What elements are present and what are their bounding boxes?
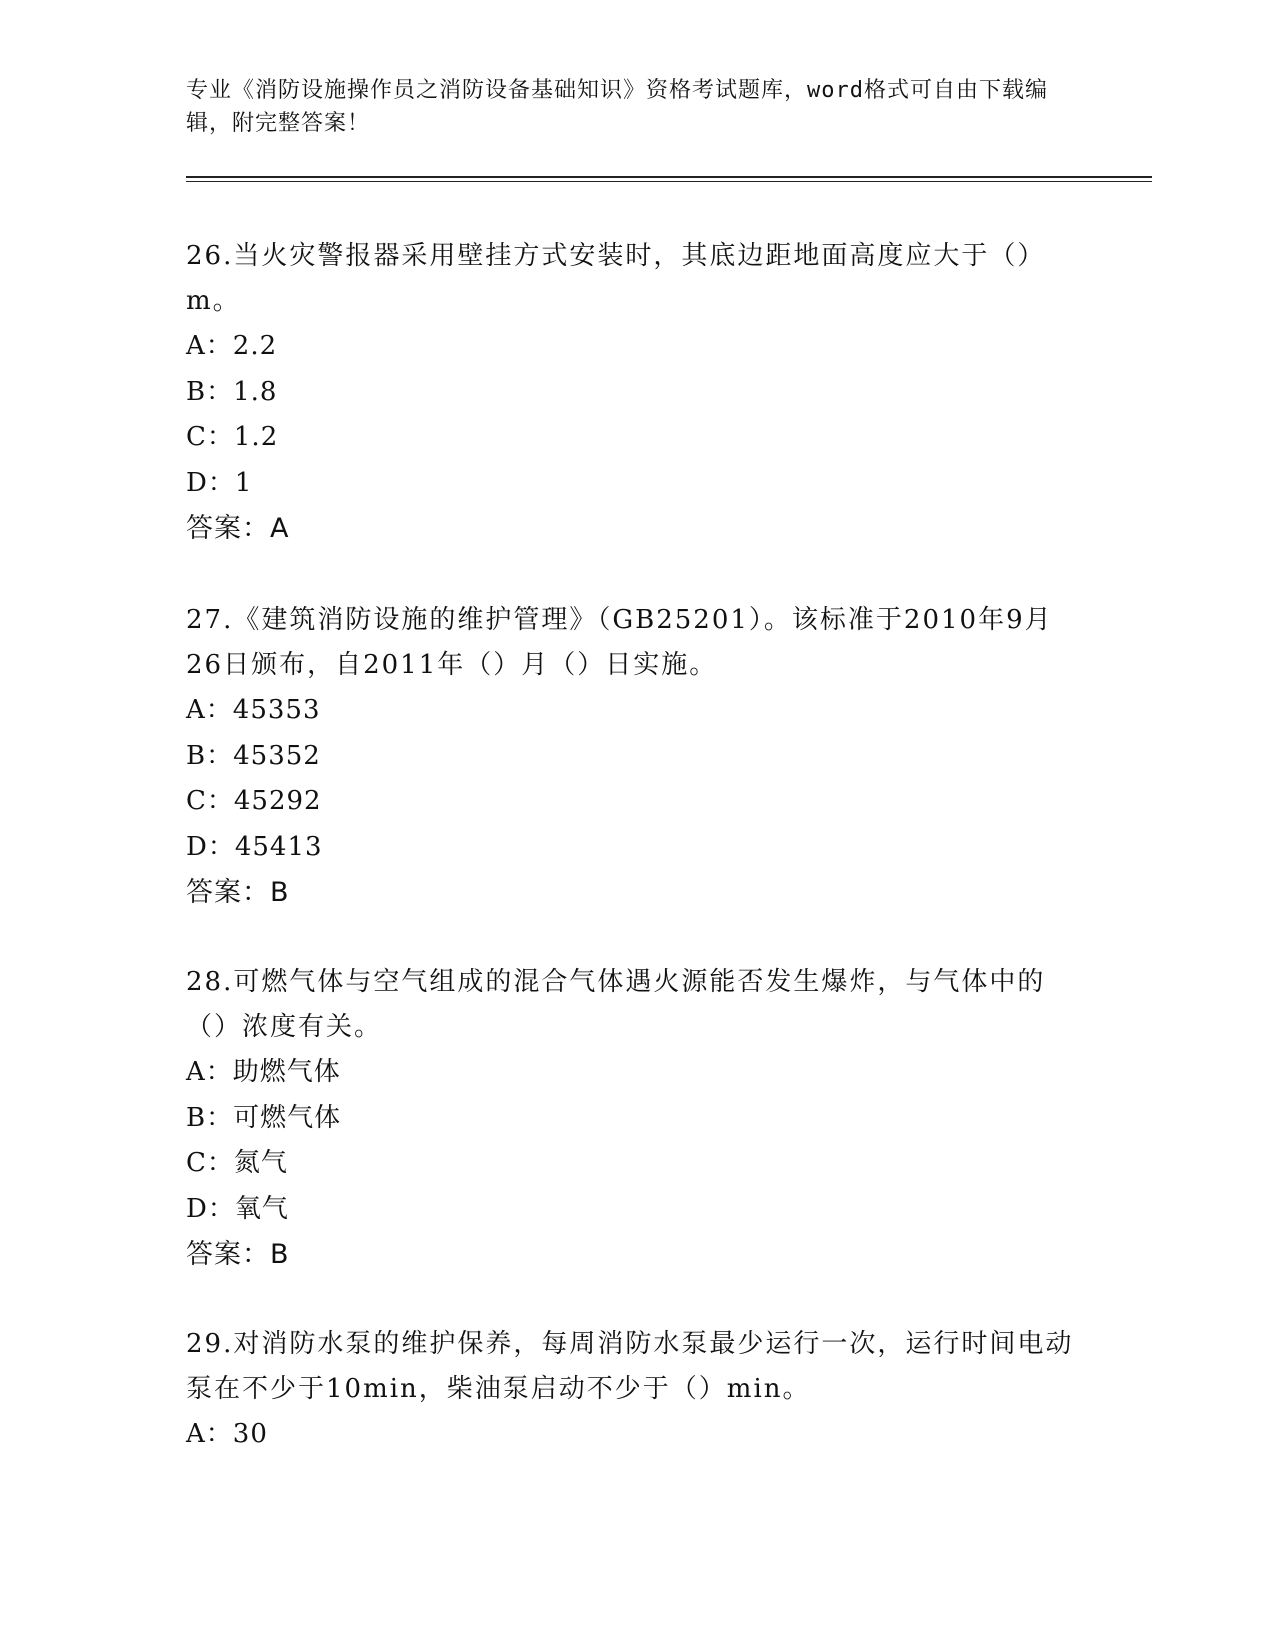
option-b: B：可燃气体	[186, 1102, 342, 1133]
question-stem: 27.《建筑消防设施的维护管理》（GB25201）。该标准于2010年9月26日颁布，自2011年（）月（）日实施。	[186, 605, 1053, 680]
option-c: C：氮气	[186, 1148, 288, 1178]
answer: 答案：B	[186, 877, 290, 908]
question-28	[186, 960, 1086, 1277]
question-stem: 28.可燃气体与空气组成的混合气体遇火源能否发生爆炸，与气体中的（）浓度有关。	[186, 967, 1046, 1042]
option-c: C：45292	[186, 786, 322, 816]
header-divider	[186, 176, 1152, 178]
header-divider-thin	[186, 181, 1152, 182]
option-d: D：1	[186, 467, 253, 498]
question-26	[186, 234, 1086, 551]
option-a: A：45353	[186, 695, 321, 725]
document-header: 专业《消防设施操作员之消防设备基础知识》资格考试题库，word格式可自由下载编辑，附完整答案！	[186, 78, 1048, 136]
answer: 答案：A	[186, 513, 290, 544]
question-stem: 29.对消防水泵的维护保养，每周消防水泵最少运行一次，运行时间电动泵在不少于10min，柴油泵启动不少于（）min。	[186, 1329, 1074, 1404]
option-a: A：助燃气体	[186, 1057, 341, 1087]
option-a: A：30	[186, 1419, 268, 1449]
option-d: D：45413	[186, 831, 323, 862]
question-stem: 26.当火灾警报器采用壁挂方式安装时，其底边距地面高度应大于（）m。	[186, 241, 1046, 316]
question-27	[186, 598, 1086, 915]
option-c: C：1.2	[186, 422, 279, 452]
option-d: D：氧气	[186, 1193, 289, 1224]
option-a: A：2.2	[186, 331, 278, 361]
question-29	[186, 1322, 1086, 1458]
option-b: B：45352	[186, 740, 321, 771]
answer: 答案：B	[186, 1239, 290, 1270]
option-b: B：1.8	[186, 376, 278, 407]
